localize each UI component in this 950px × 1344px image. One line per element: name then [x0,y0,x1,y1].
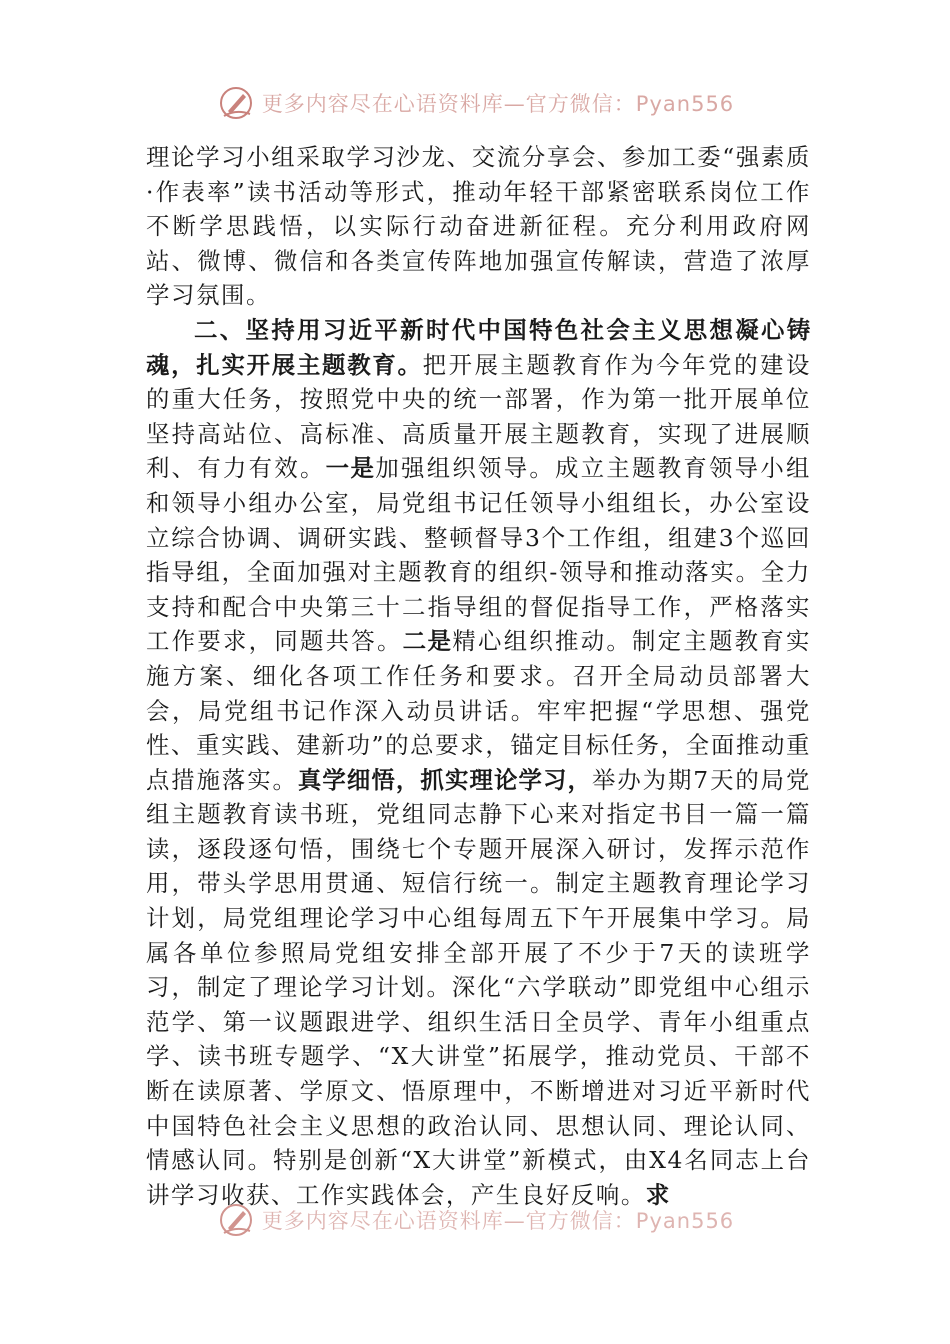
pen-logo-icon [216,1200,256,1240]
watermark-header [0,83,950,123]
section-heading: 二、坚持用习近平新时代中国特色社会主义思想凝心铸魂，扎实开展主题教育。 [146,315,811,379]
pen-logo-icon [216,83,256,123]
paragraph-2 [146,313,811,1212]
text-segment: 精心组织推动。制定主题教育实施方案、细化各项工作任务和要求。召开全局动员部署大会，局党组书记作深入动员讲话。牢牢把握“学思想、强党性、重实践、建新功”的总要求，锚定目标任务，全面推动重点措施落实。 [146,627,811,794]
bold-marker-first: 一是 [325,454,376,483]
bold-trailing-char: 求 [645,1180,671,1209]
watermark-text: 更多内容尽在心语资料库—官方微信：Pyan556 [261,92,735,116]
document-body [146,140,811,1212]
text-segment: 举办为期7天的局党组主题教育读书班，党组同志静下心来对指定书目一篇一篇读，逐段逐句悟，围绕七个专题开展深入研讨，发挥示范作用，带头学思用贯通、短信行统一。制定主题教育理论学习计划，局党组理论学习中心组每周五下午开展集中学习。局属各单位参照局党组安排全部开展了不少于7天的读班学习，制定了理论学习计划。深化“六学联动”即党组中心组示范学、第一议题跟进学、组织生活日全员学、青年小组重点学、读书班专题学、“X大讲堂”拓展学，推动党员、干部不断在读原著、学原文、悟原理中，不断增进对习近平新时代中国特色社会主义思想的政治认同、思想认同、理论认同、情感认同。特别是创新“X大讲堂”新模式，由X4名同志上台讲学习收获、工作实践体会，产生良好反响。 [146,765,811,1209]
watermark-text: 更多内容尽在心语资料库—官方微信：Pyan556 [261,1209,735,1233]
text-segment: 加强组织领导。成立主题教育领导小组和领导小组办公室，局党组书记任领导小组组长，办公室设立综合协调、调研实践、整顿督导3个工作组，组建3个巡回指导组，全面加强对主题教育的组织-领导和推动落实。全力支持和配合中央第三十二指导组的督促指导工作，严格落实工作要求，同题共答。 [146,454,811,656]
bold-marker-second: 二是 [402,627,453,656]
paragraph-1: 理论学习小组采取学习沙龙、交流分享会、参加工委“强素质·作表率”读书活动等形式，推动年轻干部紧密联系岗位工作不断学思践悟，以实际行动奋进新征程。充分利用政府网站、微博、微信和各类宣传阵地加强宣传解读，营造了浓厚学习氛围。 [146,143,811,310]
watermark-footer [0,1200,950,1240]
bold-subheading: 真学细悟，抓实理论学习， [297,765,593,794]
text-segment: 把开展主题教育作为今年党的建设的重大任务，按照党中央的统一部署，作为第一批开展单位坚持高站位、高标准、高质量开展主题教育，实现了进展顺利、有力有效。 [146,350,811,483]
